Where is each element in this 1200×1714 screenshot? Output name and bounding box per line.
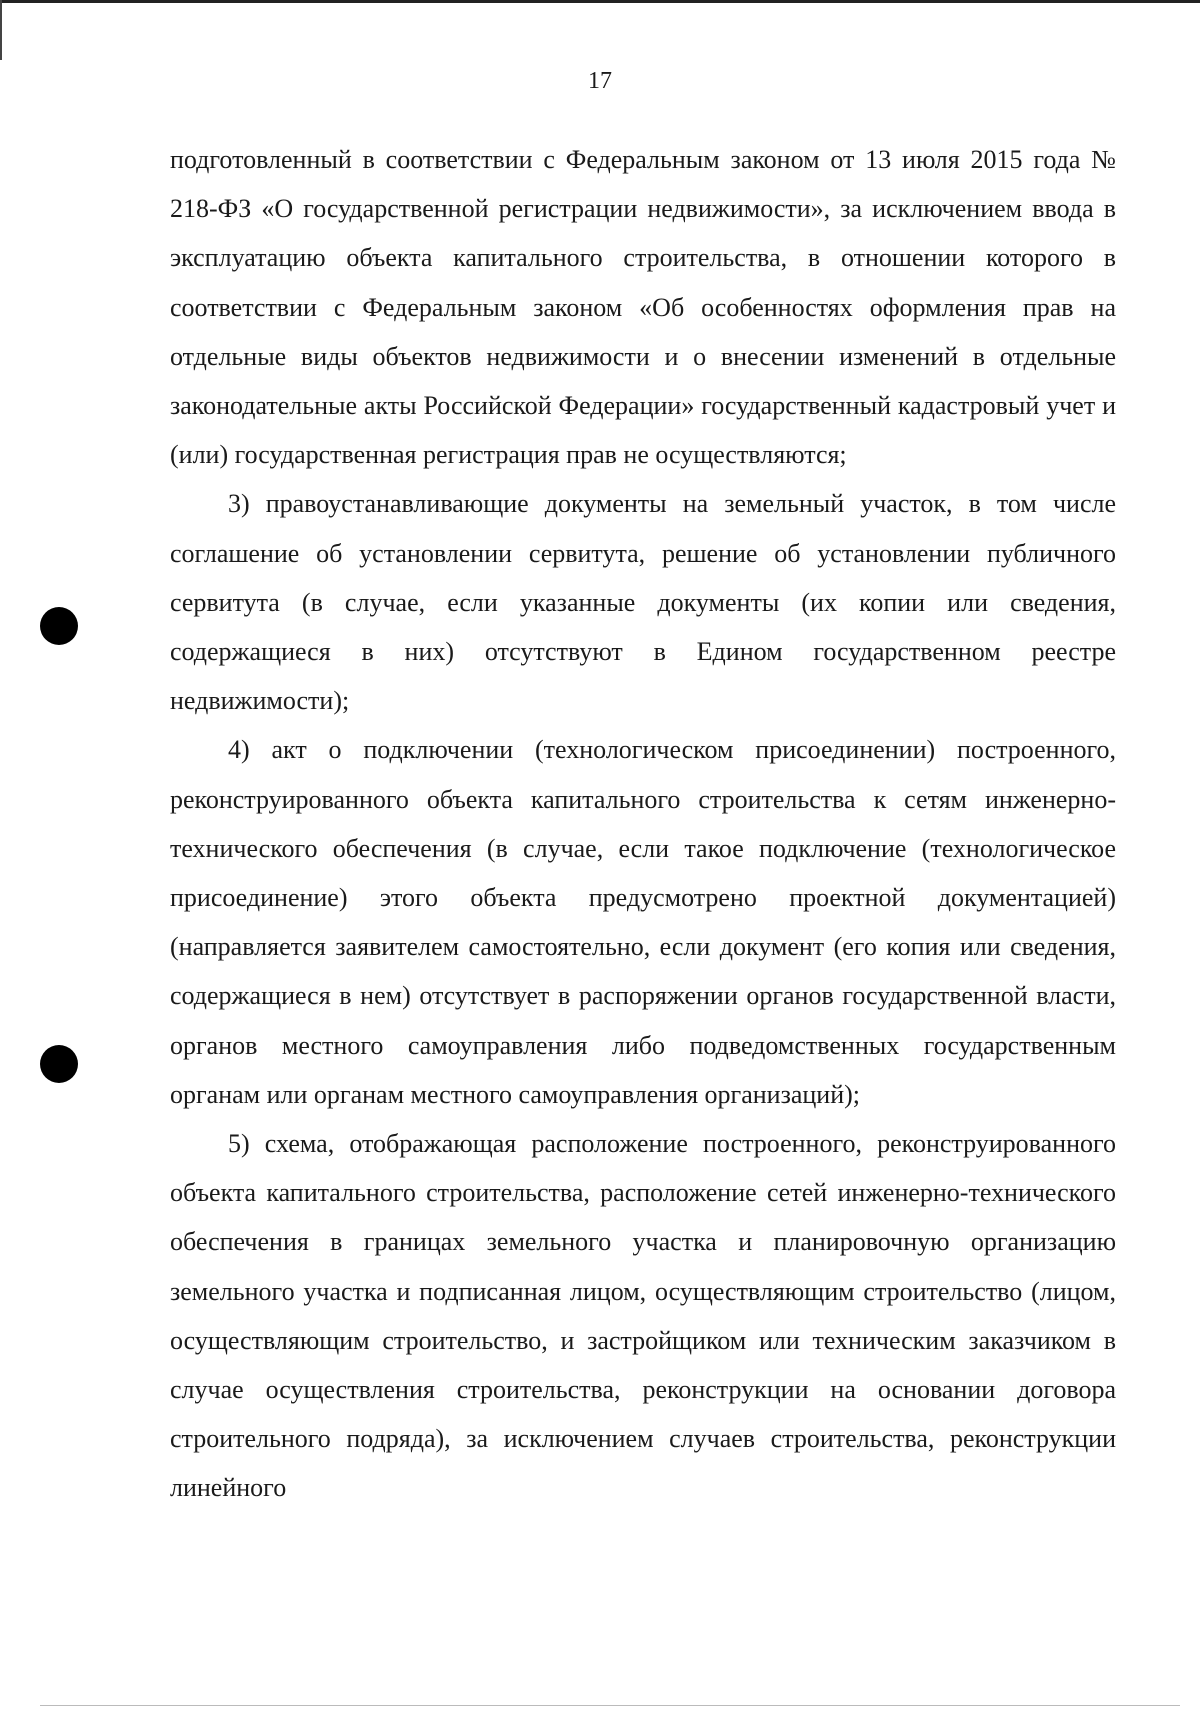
paragraph-item-3: 3) правоустанавливающие документы на земельный участок, в том числе соглашение об установлении сервитута, решение об установлении публичного сервитута (в случае, если указанные документы (их копии или сведения, содержащиеся в них) отсутствуют в Едином государственном реестре недвижимости);	[170, 489, 1116, 716]
scan-bottom-border	[40, 1705, 1180, 1706]
punch-hole-lower	[40, 1045, 78, 1083]
paragraph-item-4: 4) акт о подключении (технологическом присоединении) построенного, реконструированного объекта капитального строительства к сетям инженерно-технического обеспечения (в случае, если такое подключение (технологическое присоединение) этого объекта предусмотрено проектной документацией) (направляется заявителем самостоятельно, если документ (его копия или сведения, содержащиеся в нем) отсутствует в распоряжении органов государственной власти, органов местного самоуправления либо подведомственных государственным органам или органам местного самоуправления организаций);	[170, 735, 1116, 1109]
scan-top-border	[0, 0, 1200, 3]
page-number: 17	[588, 68, 612, 94]
document-body	[170, 135, 1116, 1513]
paragraph-item-5: 5) схема, отображающая расположение построенного, реконструированного объекта капитального строительства, расположение сетей инженерно-технического обеспечения в границах земельного участка и планировочную организацию земельного участка и подписанная лицом, осуществляющим строительство (лицом, осуществляющим строительство, и застройщиком или техническим заказчиком в случае осуществления строительства, реконструкции на основании договора строительного подряда), за исключением случаев строительства, реконструкции линейного	[170, 1129, 1116, 1503]
paragraph-continuation: подготовленный в соответствии с Федеральным законом от 13 июля 2015 года № 218-ФЗ «О государственной регистрации недвижимости», за исключением ввода в эксплуатацию объекта капитального строительства, в отношении которого в соответствии с Федеральным законом «Об особенностях оформления прав на отдельные виды объектов недвижимости и о внесении изменений в отдельные законодательные акты Российской Федерации» государственный кадастровый учет и (или) государственная регистрация прав не осуществляются;	[170, 145, 1116, 470]
scan-left-edge-mark	[0, 0, 2, 60]
punch-hole-upper	[40, 607, 78, 645]
